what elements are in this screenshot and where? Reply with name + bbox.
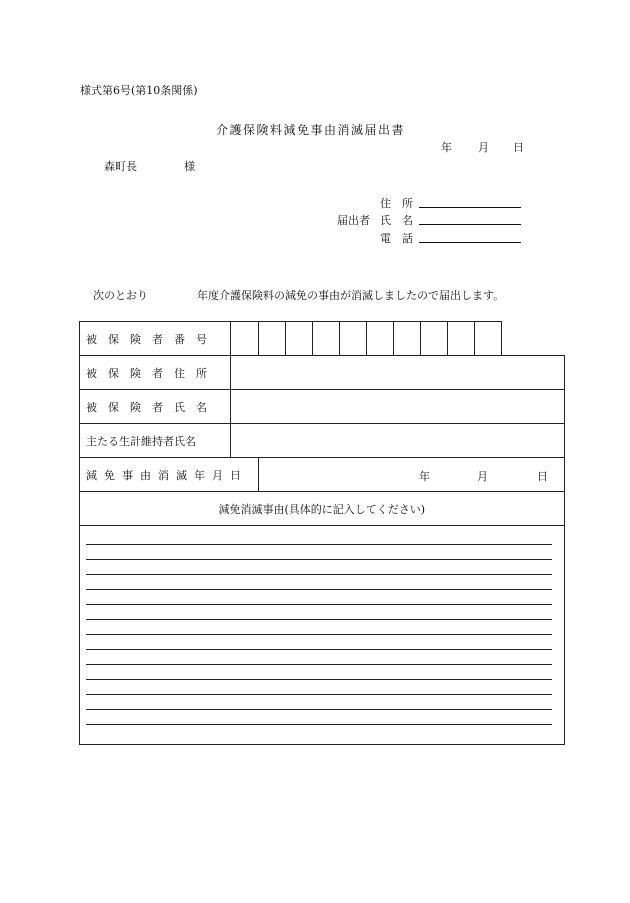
phone-field[interactable] xyxy=(419,230,521,243)
insured-number-digit-5[interactable] xyxy=(340,322,367,356)
insured-number-digit-2[interactable] xyxy=(259,322,286,356)
reason-line xyxy=(86,679,552,680)
insured-number-digit-7[interactable] xyxy=(394,322,421,356)
householder-label xyxy=(80,424,231,458)
insured-number-label-text: 被保険者番号 xyxy=(86,332,218,346)
reason-header xyxy=(80,492,565,526)
statement-prefix: 次のとおり xyxy=(93,289,148,302)
extinction-year-label: 年 xyxy=(419,470,430,483)
table-corner-blank xyxy=(502,322,565,356)
insured-number-digit-4[interactable] xyxy=(313,322,340,356)
insured-address-label xyxy=(80,356,231,390)
insured-number-row xyxy=(80,322,565,356)
form-number: 様式第6号(第10条関係) xyxy=(80,84,198,97)
insured-name-label-text: 被保険者氏名 xyxy=(86,400,218,414)
reason-line xyxy=(86,724,552,725)
reason-line xyxy=(86,589,552,590)
insured-name-field[interactable] xyxy=(231,390,564,424)
reason-ruled-area[interactable] xyxy=(80,526,564,744)
insured-number-label xyxy=(80,322,231,356)
insured-number-digit-6[interactable] xyxy=(367,322,394,356)
extinction-date-label xyxy=(80,458,259,492)
reason-line xyxy=(86,619,552,620)
insured-number-digit-8[interactable] xyxy=(421,322,448,356)
date-month-label: 月 xyxy=(478,141,489,154)
insured-number-digit-9[interactable] xyxy=(448,322,475,356)
insured-address-row xyxy=(80,356,565,390)
date-day-label: 日 xyxy=(513,141,524,154)
reason-line xyxy=(86,649,552,650)
insured-number-digit-10[interactable] xyxy=(475,322,502,356)
reason-header-row xyxy=(80,492,565,526)
householder-label-text: 主たる生計維持者氏名 xyxy=(86,434,196,448)
name-label: 氏 名 xyxy=(380,214,413,227)
address-label: 住 所 xyxy=(380,197,413,210)
extinction-month-label: 月 xyxy=(477,470,488,483)
addressee-honorific: 様 xyxy=(184,160,195,173)
phone-label: 電 話 xyxy=(380,232,413,245)
extinction-date-label-text: 減免事由消滅年月日 xyxy=(86,468,248,482)
reason-line xyxy=(86,664,552,665)
reason-header-text: 減免消滅事由(具体的に記入してください) xyxy=(218,502,426,516)
insured-address-field[interactable] xyxy=(231,356,564,390)
reason-field[interactable] xyxy=(80,526,565,745)
reason-line xyxy=(86,544,552,545)
insured-number-digit-3[interactable] xyxy=(286,322,313,356)
date-year-label: 年 xyxy=(441,141,452,154)
householder-row xyxy=(80,424,565,458)
address-field[interactable] xyxy=(419,195,521,208)
applicant-group-label: 届出者 xyxy=(337,214,370,227)
reason-line xyxy=(86,574,552,575)
page-title: 介護保険料減免事由消滅届出書 xyxy=(216,123,406,137)
reason-line xyxy=(86,559,552,560)
insured-name-label xyxy=(80,390,231,424)
extinction-day-label: 日 xyxy=(537,470,548,483)
reason-line xyxy=(86,694,552,695)
reason-line xyxy=(86,634,552,635)
extinction-date-field[interactable] xyxy=(259,458,565,492)
notification-form-table xyxy=(79,321,565,745)
addressee-mayor: 森町長 xyxy=(104,160,137,173)
insured-number-digit-1[interactable] xyxy=(231,322,259,356)
householder-field[interactable] xyxy=(231,424,564,458)
reason-line xyxy=(86,709,552,710)
insured-address-label-text: 被保険者住所 xyxy=(86,366,218,380)
reason-lines-row xyxy=(80,526,565,745)
name-field[interactable] xyxy=(419,212,521,225)
reason-line xyxy=(86,604,552,605)
extinction-date-row xyxy=(80,458,565,492)
insured-name-row xyxy=(80,390,565,424)
statement-body: 年度介護保険料の減免の事由が消滅しましたので届出します。 xyxy=(197,289,505,302)
